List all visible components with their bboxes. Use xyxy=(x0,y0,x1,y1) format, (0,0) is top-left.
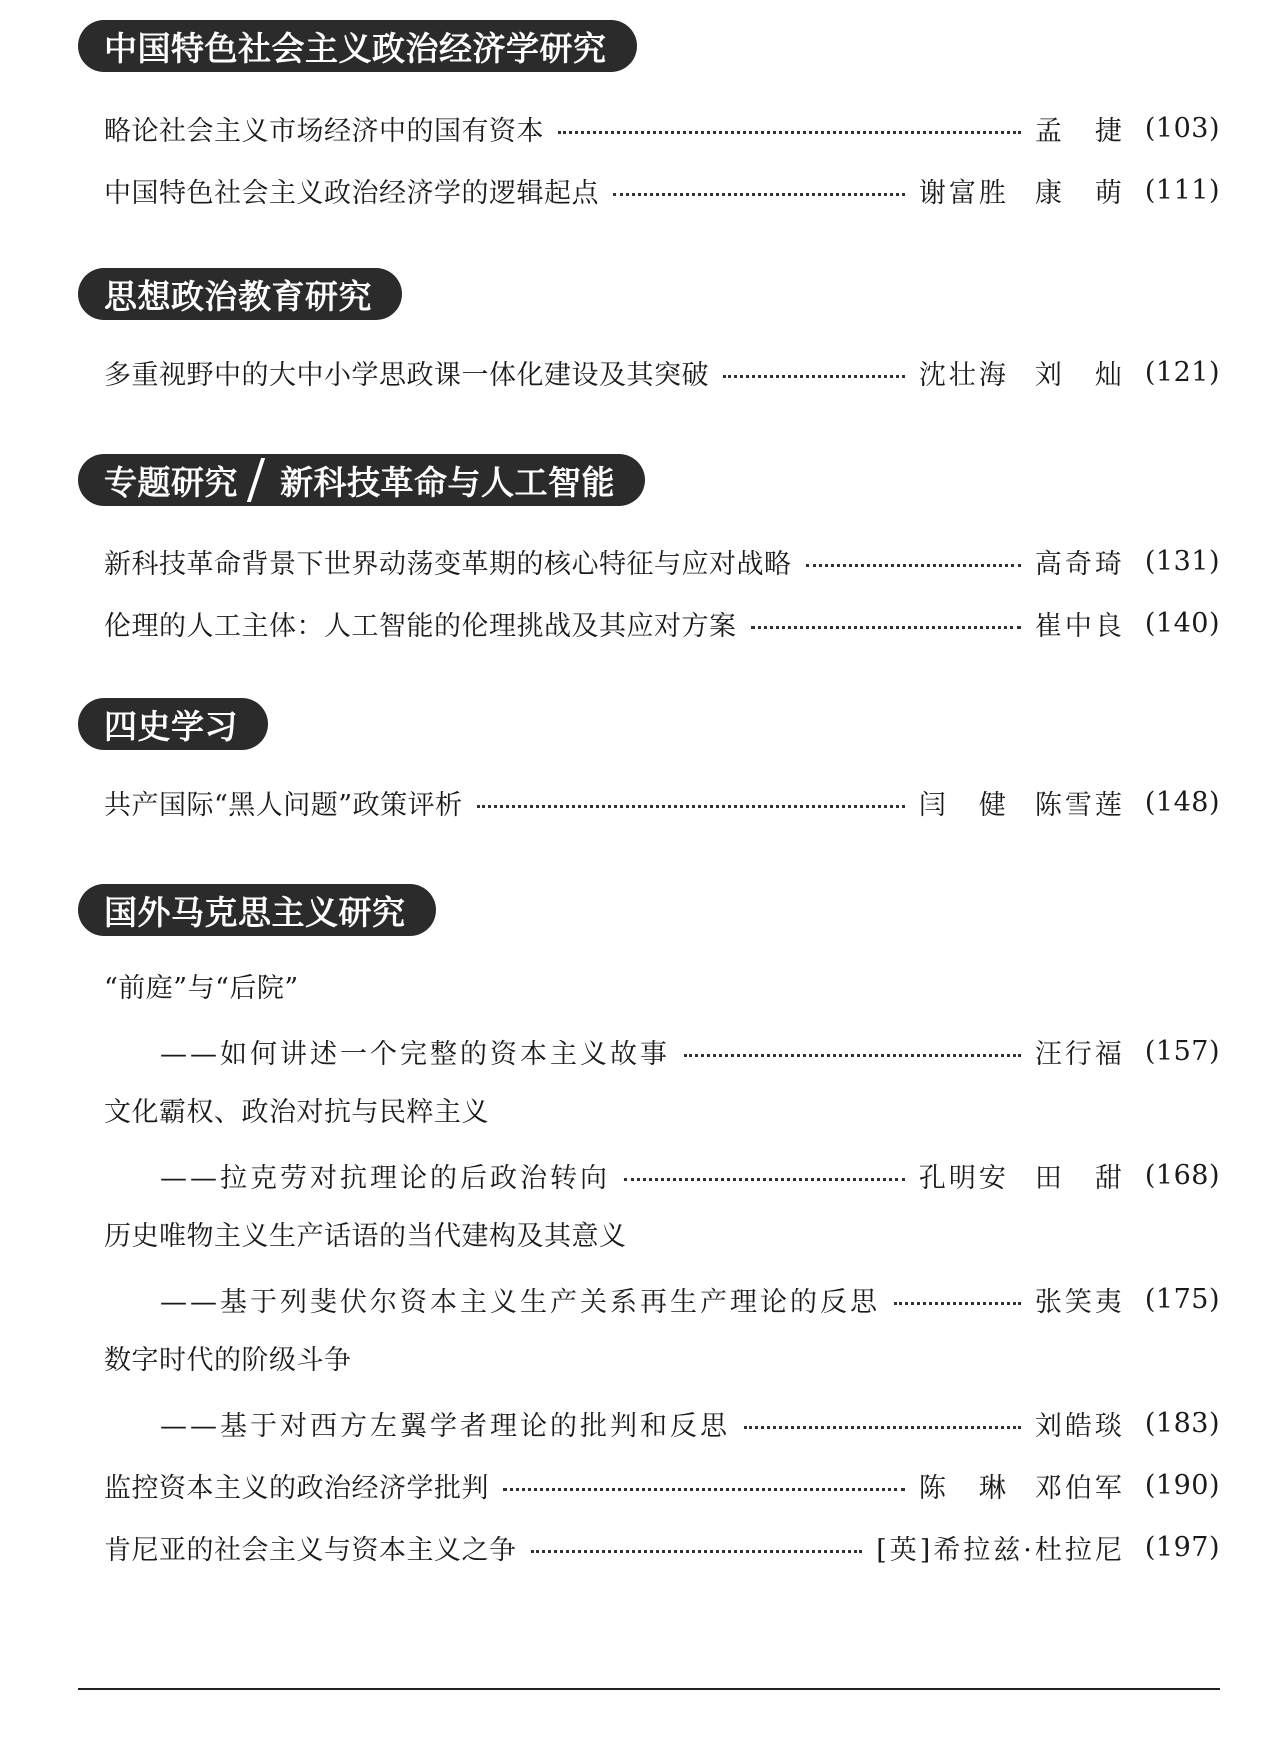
section-heading xyxy=(78,454,645,506)
entry-authors xyxy=(919,783,1125,822)
page-number: (148) xyxy=(1144,786,1220,818)
author: 刘 灿 xyxy=(1034,359,1125,391)
page-number: (157) xyxy=(1144,1035,1220,1067)
dot-leader xyxy=(744,1426,1021,1429)
entry-title: 伦理的人工主体：人工智能的伦理挑战及其应对方案 xyxy=(104,610,737,642)
author: 高奇琦 xyxy=(1034,548,1125,580)
entry-subtitle: ——如何讲述一个完整的资本主义故事 xyxy=(160,1038,670,1070)
entry-title[interactable]: 文化霸权、政治对抗与民粹主义 xyxy=(104,1097,489,1128)
toc-entry[interactable] xyxy=(104,1465,1220,1505)
toc-entry[interactable] xyxy=(104,108,1220,148)
toc-entry[interactable] xyxy=(160,1279,1220,1319)
section-heading-part: 专题研究 xyxy=(104,462,238,502)
entry-title: 共产国际“黑人问题”政策评析 xyxy=(104,789,463,821)
dot-leader xyxy=(894,1302,1021,1305)
toc-entry[interactable] xyxy=(160,1031,1220,1071)
dot-leader xyxy=(624,1178,905,1181)
page-number: (111) xyxy=(1144,174,1220,206)
entry-authors xyxy=(919,1156,1125,1195)
page-number: (183) xyxy=(1144,1407,1220,1439)
entry-title: 中国特色社会主义政治经济学的逻辑起点 xyxy=(104,177,599,209)
entry-subtitle: ——基于对西方左翼学者理论的批判和反思 xyxy=(160,1410,730,1442)
author: 孟 捷 xyxy=(1034,115,1125,147)
entry-authors xyxy=(1035,109,1125,148)
entry-title: 多重视野中的大中小学思政课一体化建设及其突破 xyxy=(104,359,709,391)
section-heading-label: 四史学习 xyxy=(78,698,268,750)
page-number: (103) xyxy=(1144,112,1220,144)
footer-rule xyxy=(78,1688,1220,1690)
page-number: (140) xyxy=(1144,607,1220,639)
author: 沈壮海 xyxy=(918,359,1009,391)
entry-title: 略论社会主义市场经济中的国有资本 xyxy=(104,115,544,147)
page-number: (190) xyxy=(1144,1469,1220,1501)
dot-leader xyxy=(558,131,1021,134)
author: 陈 琳 xyxy=(918,1472,1009,1504)
entry-authors xyxy=(1035,1032,1125,1071)
dot-leader xyxy=(684,1054,1021,1057)
page-number: (168) xyxy=(1144,1159,1220,1191)
entry-subtitle: ——基于列斐伏尔资本主义生产关系再生产理论的反思 xyxy=(160,1286,880,1318)
entry-title[interactable]: “前庭”与“后院” xyxy=(104,973,299,1004)
author: 谢富胜 xyxy=(918,177,1009,209)
section-heading-label: 中国特色社会主义政治经济学研究 xyxy=(78,20,637,72)
page-number: (121) xyxy=(1144,356,1220,388)
page-number: (131) xyxy=(1144,545,1220,577)
author: 崔中良 xyxy=(1034,610,1125,642)
dot-leader xyxy=(503,1488,905,1491)
toc-entry[interactable] xyxy=(104,603,1220,643)
author: 陈雪莲 xyxy=(1034,789,1125,821)
toc-entry[interactable] xyxy=(160,1155,1220,1195)
section-heading xyxy=(78,698,268,750)
dot-leader xyxy=(751,626,1021,629)
section-heading xyxy=(78,268,402,320)
author: 闫 健 xyxy=(918,789,1009,821)
author: 刘皓琰 xyxy=(1034,1410,1125,1442)
slash-divider xyxy=(247,458,265,502)
section-heading-label: 国外马克思主义研究 xyxy=(78,884,436,936)
section-heading xyxy=(78,20,637,72)
page-number: (197) xyxy=(1144,1531,1220,1563)
entry-authors xyxy=(1035,542,1125,581)
entry-title[interactable]: 历史唯物主义生产话语的当代建构及其意义 xyxy=(104,1221,627,1252)
entry-authors xyxy=(876,1528,1125,1567)
entry-title: 肯尼亚的社会主义与资本主义之争 xyxy=(104,1534,517,1566)
page-number: (175) xyxy=(1144,1283,1220,1315)
author: 汪行福 xyxy=(1034,1038,1125,1070)
dot-leader xyxy=(477,805,905,808)
toc-entry[interactable] xyxy=(104,170,1220,210)
entry-title: 新科技革命背景下世界动荡变革期的核心特征与应对战略 xyxy=(104,548,792,580)
entry-authors xyxy=(1035,1404,1125,1443)
dot-leader xyxy=(613,193,905,196)
author: 康 萌 xyxy=(1034,177,1125,209)
entry-authors xyxy=(1035,604,1125,643)
author: 田 甜 xyxy=(1034,1162,1125,1194)
author: 孔明安 xyxy=(918,1162,1009,1194)
toc-entry[interactable] xyxy=(104,541,1220,581)
entry-title: 监控资本主义的政治经济学批判 xyxy=(104,1472,489,1504)
section-heading-label: 思想政治教育研究 xyxy=(78,268,402,320)
section-heading-label xyxy=(78,454,645,506)
toc-entry[interactable] xyxy=(104,1527,1220,1567)
toc-entry[interactable] xyxy=(160,1403,1220,1443)
entry-authors xyxy=(919,171,1125,210)
toc-entry[interactable] xyxy=(104,782,1220,822)
author: [英]希拉兹·杜拉尼 xyxy=(876,1534,1125,1566)
section-heading xyxy=(78,884,436,936)
entry-authors xyxy=(919,1466,1125,1505)
entry-title[interactable]: 数字时代的阶级斗争 xyxy=(104,1345,352,1376)
section-heading-part: 新科技革命与人工智能 xyxy=(280,462,615,502)
dot-leader xyxy=(531,1550,863,1553)
author: 张笑夷 xyxy=(1034,1286,1125,1318)
toc-entry[interactable] xyxy=(104,352,1220,392)
entry-authors xyxy=(1035,1280,1125,1319)
dot-leader xyxy=(806,564,1021,567)
author: 邓伯军 xyxy=(1034,1472,1125,1504)
entry-subtitle: ——拉克劳对抗理论的后政治转向 xyxy=(160,1162,610,1194)
entry-authors xyxy=(919,353,1125,392)
dot-leader xyxy=(723,375,905,378)
